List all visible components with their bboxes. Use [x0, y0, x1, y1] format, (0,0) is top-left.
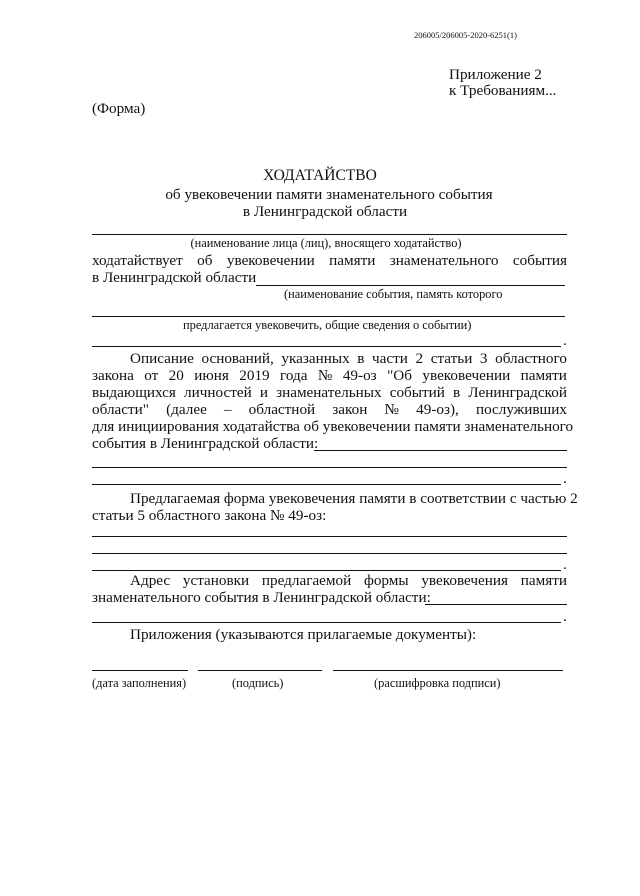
document-subtitle-2: в Ленинградской области	[242, 203, 408, 220]
memorial-form-line-3[interactable]	[92, 570, 561, 571]
event-details-line[interactable]	[92, 316, 565, 317]
form-label: (Форма)	[92, 100, 146, 117]
paragraph-2-line-6: события в Ленинградской области:	[92, 435, 319, 452]
document-title: ХОДАТАЙСТВО	[263, 167, 377, 184]
paragraph-4-line-2: знаменательного события в Ленинградской области:	[92, 589, 431, 606]
event-caption-2: предлагается увековечить, общие сведения о событии)	[183, 318, 472, 332]
annex-line-1: Приложение 2	[449, 66, 542, 83]
basis-description-line-1[interactable]	[314, 450, 567, 451]
period-3: .	[563, 556, 567, 573]
memorial-form-line-2[interactable]	[92, 553, 567, 554]
basis-description-line-2[interactable]	[92, 467, 567, 468]
paragraph-1-line-2: в Ленинградской области	[92, 269, 257, 286]
period-2: .	[563, 470, 567, 487]
applicant-caption: (наименование лица (лиц), вносящего ходатайство)	[190, 236, 462, 250]
basis-description-line-3[interactable]	[92, 484, 561, 485]
event-name-line[interactable]	[256, 285, 565, 286]
period-1: .	[563, 332, 567, 349]
paragraph-2-line-4: области" (далее – областной закон № 49-оз), послуживших	[92, 401, 567, 418]
annex-line-2: к Требованиям...	[449, 82, 557, 99]
event-details-line-2[interactable]	[92, 346, 561, 347]
paragraph-4-line-1: Адрес установки предлагаемой формы увековечения памяти	[130, 572, 567, 589]
paragraph-2-line-5: для инициирования ходатайства об увековечении памяти знаменательного	[92, 418, 574, 435]
event-caption-1: (наименование события, память которого	[284, 287, 503, 301]
signature-decode-line[interactable]	[333, 670, 563, 671]
signature-decode-caption: (расшифровка подписи)	[374, 676, 501, 690]
signature-line[interactable]	[198, 670, 322, 671]
memorial-form-line-1[interactable]	[92, 536, 567, 537]
address-line-1[interactable]	[425, 604, 567, 605]
attachments-heading: Приложения (указываются прилагаемые документы):	[130, 626, 477, 643]
signature-caption: (подпись)	[232, 676, 284, 690]
date-signature-line[interactable]	[92, 670, 188, 671]
address-line-2[interactable]	[92, 622, 561, 623]
document-subtitle-1: об увековечении памяти знаменательного события	[165, 186, 493, 203]
paragraph-2-line-3: выдающихся личностей и знаменательных событий в Ленинградской	[92, 384, 567, 401]
date-caption: (дата заполнения)	[92, 676, 187, 690]
paragraph-3-line-2: статьи 5 областного закона № 49-оз:	[92, 507, 327, 524]
applicant-name-line[interactable]	[92, 234, 567, 235]
paragraph-3-line-1: Предлагаемая форма увековечения памяти в соответствии с частью 2	[130, 490, 578, 507]
paragraph-2-line-2: закона от 20 июня 2019 года № 49-оз "Об увековечении памяти	[92, 367, 567, 384]
document-id: 206005/206005-2020-6251(1)	[414, 30, 517, 40]
paragraph-2-line-1: Описание оснований, указанных в части 2 статьи 3 областного	[130, 350, 567, 367]
period-4: .	[563, 608, 567, 625]
paragraph-1-line-1: ходатайствует об увековечении памяти знаменательного события	[92, 252, 567, 269]
